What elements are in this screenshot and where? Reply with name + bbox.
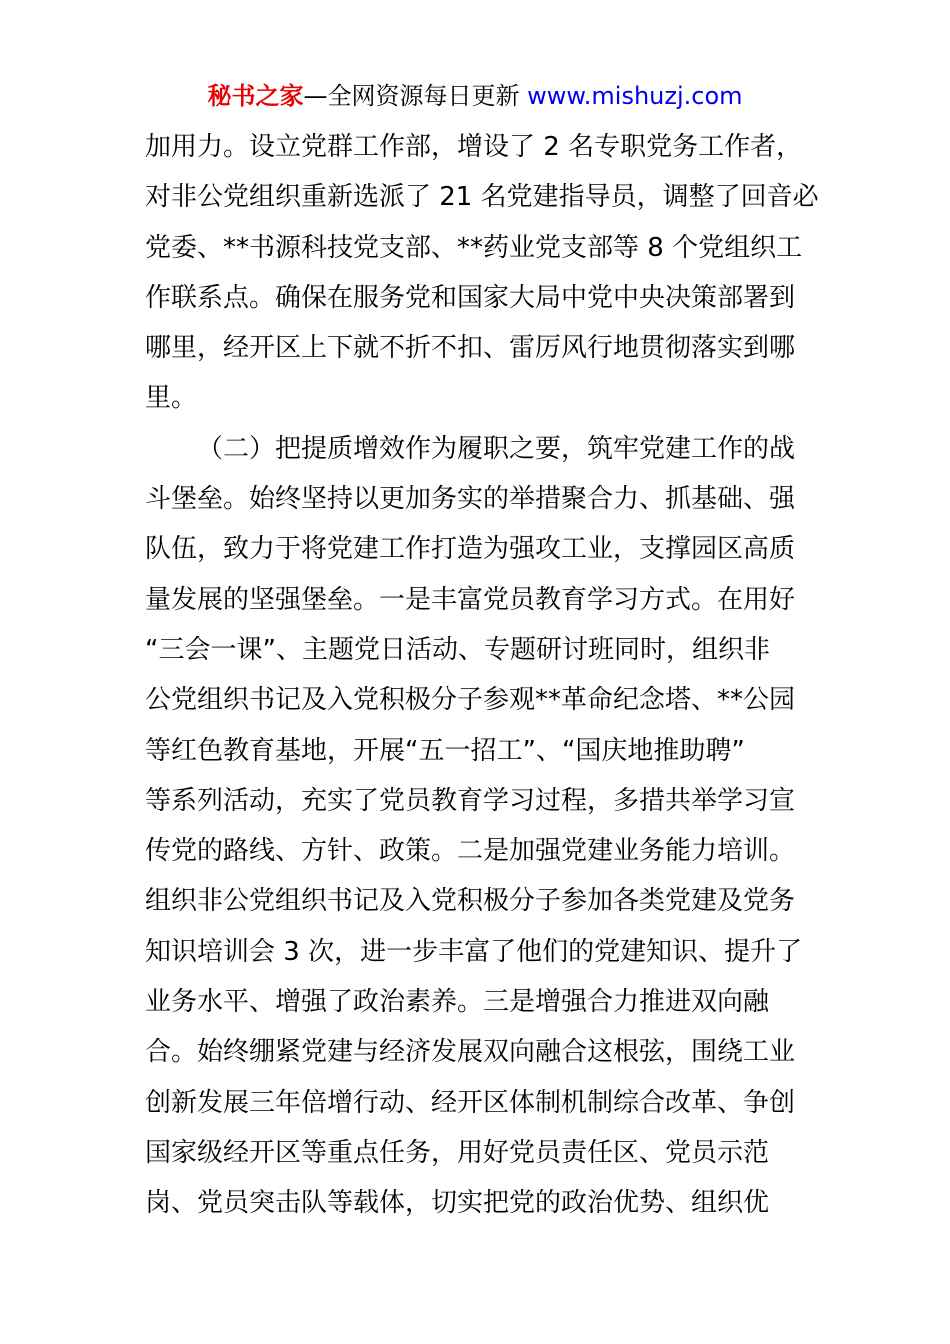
body-line: 斗堡垒。始终坚持以更加务实的举措聚合力、抓基础、强 <box>145 484 796 515</box>
body-line: “三会一课”、主题党日活动、专题研讨班同时，组织非 <box>145 634 770 665</box>
paragraph-start-line: （二）把提质增效作为履职之要，筑牢党建工作的战 <box>197 433 796 464</box>
body-line: 公党组织书记及入党积极分子参观**革命纪念塔、**公园 <box>145 685 796 716</box>
body-line: 哪里，经开区上下就不折不扣、雷厉风行地贯彻落实到哪 <box>145 333 796 364</box>
body-line: 里。 <box>145 383 198 414</box>
body-line: 对非公党组织重新选派了 21 名党建指导员，调整了回音必 <box>145 182 819 213</box>
site-header <box>0 80 950 112</box>
site-brand: 秘书之家 <box>207 82 304 110</box>
body-line: 队伍，致力于将党建工作打造为强攻工业，支撑园区高质 <box>145 534 796 565</box>
body-line: 量发展的坚强堡垒。一是丰富党员教育学习方式。在用好 <box>145 584 796 615</box>
body-line: 加用力。设立党群工作部，增设了 2 名专职党务工作者， <box>145 132 803 162</box>
body-line: 合。始终绷紧党建与经济发展双向融合这根弦，围绕工业 <box>145 1037 796 1068</box>
body-line: 传党的路线、方针、政策。二是加强党建业务能力培训。 <box>145 836 796 867</box>
body-line: 等系列活动，充实了党员教育学习过程，多措共举学习宣 <box>145 785 796 816</box>
document-body <box>145 122 819 1229</box>
body-line: 业务水平、增强了政治素养。三是增强合力推进双向融 <box>145 987 770 1018</box>
body-line: 等红色教育基地，开展“五一招工”、“国庆地推助聘” <box>145 735 745 766</box>
body-line: 国家级经开区等重点任务，用好党员责任区、党员示范 <box>145 1137 770 1168</box>
body-line: 知识培训会 3 次，进一步丰富了他们的党建知识、提升了 <box>145 936 803 967</box>
site-url-link[interactable]: www.mishuzj.com <box>527 82 743 110</box>
body-line: 作联系点。确保在服务党和国家大局中党中央决策部署到 <box>145 282 796 313</box>
body-line: 岗、党员突击队等载体，切实把党的政治优势、组织优 <box>145 1188 770 1219</box>
site-tagline: —全网资源每日更新 <box>303 82 528 110</box>
body-line: 组织非公党组织书记及入党积极分子参加各类党建及党务 <box>145 886 796 917</box>
body-line: 党委、**书源科技党支部、**药业党支部等 8 个党组织工 <box>145 232 803 263</box>
body-line: 创新发展三年倍增行动、经开区体制机制综合改革、争创 <box>145 1087 796 1118</box>
